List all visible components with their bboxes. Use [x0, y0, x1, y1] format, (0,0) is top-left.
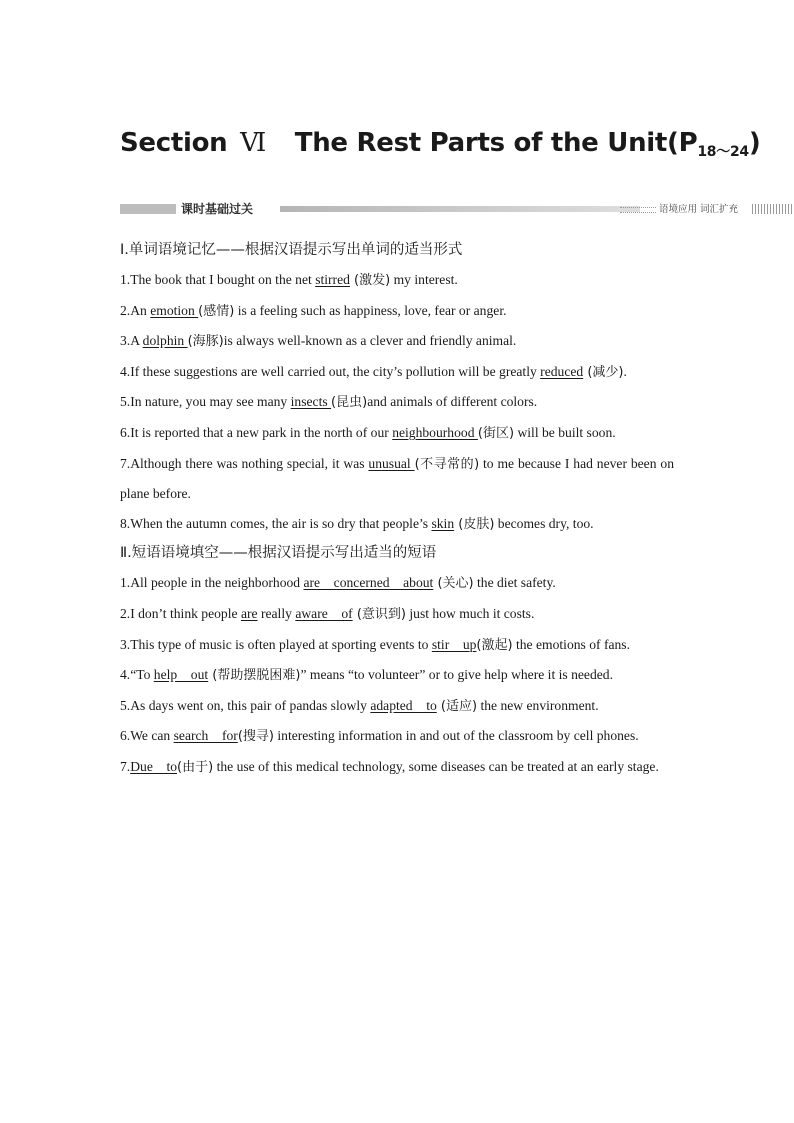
list-item: [120, 630, 674, 661]
banner-label: 课时基础过关: [178, 200, 256, 217]
answer-blank: adapted to: [370, 697, 437, 713]
item-text: is always well-known as a clever and friendly animal.: [223, 333, 517, 349]
section1-heading: Ⅰ.单词语境记忆——根据汉语提示写出单词的适当形式: [120, 242, 463, 258]
item-text: 7.Although there was nothing special, it was: [120, 455, 369, 471]
item-text: 5.As days went on, this pair of pandas slowly: [120, 697, 371, 713]
chinese-hint: (感情): [198, 303, 235, 319]
item-text: .: [623, 363, 627, 379]
item-text: 1.The book that I bought on the net: [120, 272, 316, 287]
item-text: 6.It is reported that a new park in the north of our: [120, 424, 393, 440]
answer-blank: stir up: [431, 636, 477, 652]
list-item: [120, 599, 674, 630]
title-rest: The Rest Parts of the Unit(P: [294, 128, 698, 158]
list-item: [120, 296, 674, 327]
item-text: the use of this medical technology, some diseases can be treated at an early stage.: [213, 758, 659, 774]
answer-blank: reduced: [540, 363, 584, 379]
answer-blank: are: [240, 605, 258, 621]
answer-blank: skin: [431, 515, 455, 531]
item-text: 3.This type of music is often played at sporting events to: [120, 636, 432, 652]
chinese-hint: (适应): [436, 698, 478, 714]
item-text: will be built soon.: [514, 424, 616, 440]
title-main: Section: [120, 128, 228, 158]
item-text: 4.“To: [120, 667, 154, 683]
answer-blank: emotion: [150, 302, 199, 318]
list-item: [120, 418, 674, 449]
chinese-hint: (由于): [177, 759, 214, 775]
list-item: [120, 691, 674, 722]
list-item: [120, 326, 674, 357]
item-text: 7.: [120, 758, 131, 774]
item-text: my interest.: [390, 272, 458, 287]
chinese-hint: (激起): [476, 637, 513, 653]
item-text: 6.We can: [120, 728, 174, 744]
item-text: and animals of different colors.: [367, 394, 538, 410]
banner-stripes: [752, 204, 794, 214]
item-text: just how much it costs.: [405, 605, 535, 621]
list-item: [120, 752, 674, 783]
item-text: the emotions of fans.: [512, 636, 630, 652]
item-text: 1.All people in the neighborhood: [120, 575, 304, 591]
chinese-hint: (激发): [349, 273, 391, 288]
section-banner: [120, 202, 739, 216]
section2-list: [120, 568, 674, 782]
title-close: ): [748, 128, 761, 158]
list-item: [120, 449, 674, 509]
chinese-hint: (不寻常的): [414, 456, 480, 472]
chinese-hint: (皮肤): [454, 516, 495, 532]
list-item: [120, 357, 674, 388]
item-text: is a feeling such as happiness, love, fear or anger.: [234, 302, 507, 318]
item-text: 4.If these suggestions are well carried out, the city’s pollution will be greatly: [120, 363, 541, 379]
answer-blank: unusual: [368, 455, 415, 471]
list-item: [120, 568, 674, 599]
answer-blank: help out: [153, 667, 209, 683]
item-text: to me because I had never been on plane before.: [120, 455, 674, 502]
answer-blank: Due to: [130, 758, 178, 774]
banner-gradient: [280, 206, 640, 212]
item-text: really: [257, 605, 296, 621]
list-item: [120, 721, 674, 752]
item-text: 2.An: [120, 302, 151, 318]
item-text: interesting information in and out of the classroom by cell phones.: [273, 728, 639, 744]
worksheet-content: [120, 236, 674, 783]
item-text: the diet safety.: [473, 575, 556, 591]
list-item: [120, 387, 674, 418]
title-subscript: 18～24: [697, 144, 749, 160]
chinese-hint: (海豚): [187, 334, 224, 350]
item-text: 2.I don’t think people: [120, 605, 241, 621]
section2-heading: Ⅱ.短语语境填空——根据汉语提示写出适当的短语: [120, 545, 437, 562]
answer-blank: neighbourhood: [392, 424, 478, 440]
banner-tag: 语境应用 词汇扩充: [657, 201, 740, 215]
answer-blank: search for: [173, 728, 238, 744]
answer-blank: dolphin: [142, 333, 188, 349]
item-text: 8.When the autumn comes, the air is so dry that people’s: [120, 515, 432, 531]
chinese-hint: (意识到): [352, 606, 406, 622]
item-text: 5.In nature, you may see many: [120, 394, 291, 410]
chinese-hint: (减少): [583, 364, 624, 380]
title-roman: Ⅵ: [240, 128, 267, 158]
chinese-hint: (搜寻): [237, 729, 274, 745]
chinese-hint: (街区): [477, 425, 515, 441]
item-text: the new environment.: [477, 697, 599, 713]
item-text: 3.A: [120, 333, 143, 349]
list-item: [120, 509, 674, 540]
answer-blank: stirred: [315, 272, 350, 287]
banner-block: [120, 204, 176, 214]
banner-dotted: [620, 207, 656, 213]
item-text: ” means “to volunteer” or to give help where it is needed.: [300, 667, 613, 683]
answer-blank: insects: [290, 394, 332, 410]
answer-blank: aware of: [295, 605, 353, 621]
chinese-hint: (帮助摆脱困难): [208, 668, 301, 684]
list-item: [120, 660, 674, 691]
item-text: becomes dry, too.: [494, 515, 594, 531]
chinese-hint: (关心): [433, 576, 474, 592]
answer-blank: are concerned about: [303, 575, 434, 591]
section1-list: [120, 265, 674, 539]
chinese-hint: (昆虫): [331, 395, 368, 411]
list-item: [120, 265, 674, 296]
